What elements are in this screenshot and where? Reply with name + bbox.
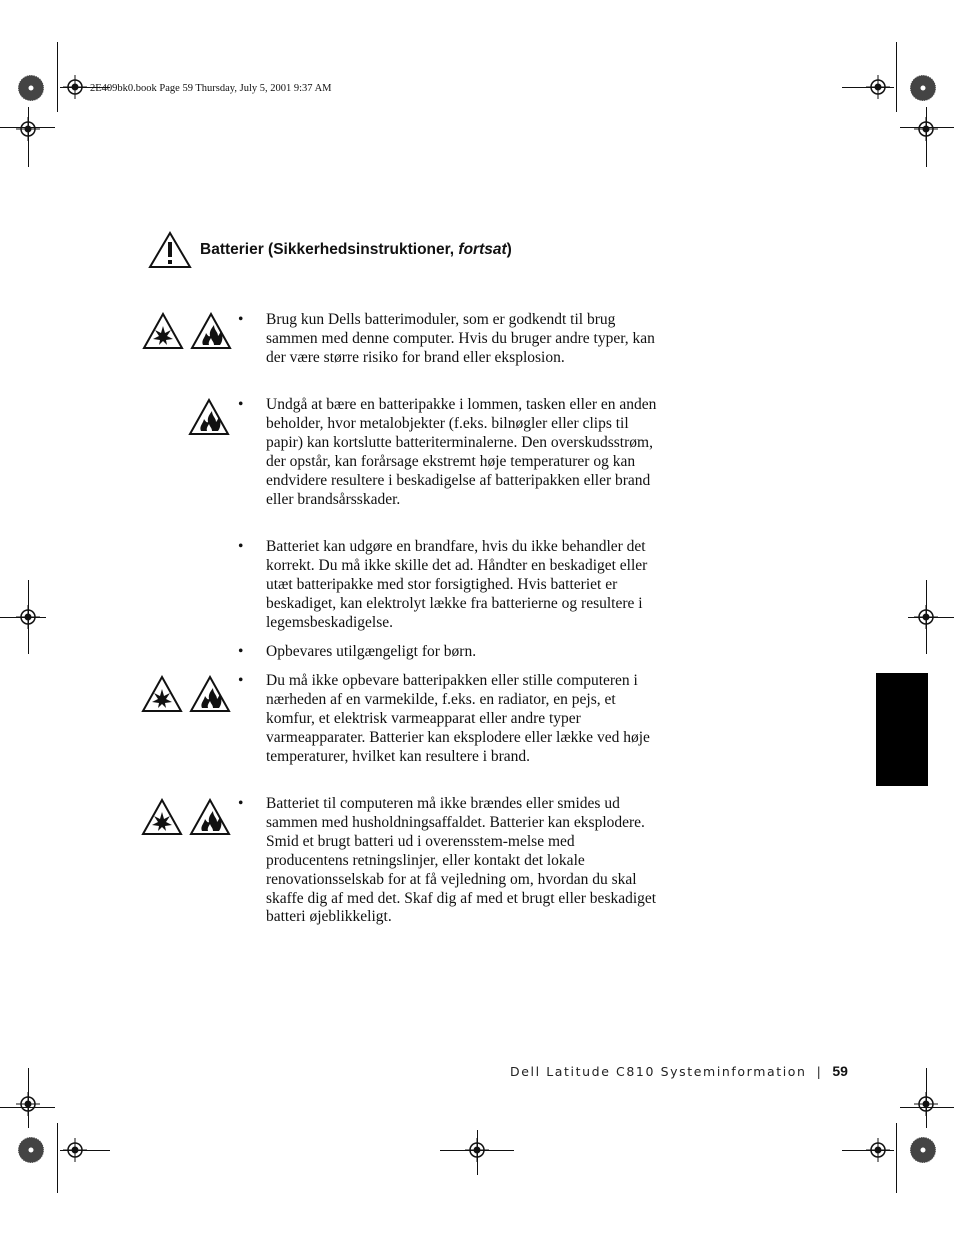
registration-mark-icon — [63, 75, 87, 99]
hazard-icons-item-1 — [142, 312, 232, 350]
bullet: • — [238, 538, 244, 555]
section-title: Batterier (Sikkerhedsinstruktioner, fortsat) — [200, 241, 512, 258]
crop-mark — [896, 42, 897, 112]
list-item-text: Batteriet til computeren må ikke brændes eller smides ud sammen med husholdningsaffaldet. Batterier kan eksplodere. Smid et brugt batteri ud i overensstem-melse med producentens retningslinjer, eller kontakt det lokale renovationsselskab for at få vejledning om, hvordan du skal skaffe dig af med det. Skaf dig af med et brugt eller beskadiget batteri øjeblikkeligt. — [266, 795, 657, 926]
book-info-line: 2E409bk0.book Page 59 Thursday, July 5, 2001 9:37 AM — [90, 83, 332, 94]
list-item — [238, 396, 661, 509]
crop-mark — [57, 42, 58, 112]
list-item — [238, 795, 661, 927]
bullet: • — [238, 643, 244, 660]
crop-mark — [57, 1123, 58, 1193]
warning-triangle-icon — [148, 231, 192, 269]
chapter-thumb-tab — [876, 673, 928, 786]
list-item-text: Undgå at bære en batteripakke i lommen, tasken eller en anden beholder, hvor metalobjekter (f.eks. bilnøgler eller clips til papir) kan kortslutte batteriterminalerne. Den overskudsstrøm, der opstår, kan forårsage ekstremt høje temperaturer og kan endvidere resultere i beskadigelse af batteripakken eller brand eller brandsårsskader. — [266, 396, 657, 508]
fire-hazard-icon — [189, 798, 231, 836]
bullet: • — [238, 795, 244, 812]
bullet: • — [238, 396, 244, 413]
footer-product: Dell Latitude C810 Systeminformation — [510, 1064, 807, 1079]
color-rosette-icon — [17, 74, 45, 102]
page-footer — [510, 1063, 848, 1079]
color-rosette-icon — [17, 1136, 45, 1164]
section-heading — [148, 231, 512, 269]
registration-mark-icon — [866, 1138, 890, 1162]
list-item-text: Batteriet kan udgøre en brandfare, hvis du ikke behandler det korrekt. Du må ikke skille det ad. Håndter en beskadiget eller utæt batteripakke med stor forsigtighed. Hvis batteriet er beskadiget, kan elektrolyt lække fra batterierne og resultere i legemsbeskadigelse. — [266, 538, 648, 631]
list-item-text: Opbevares utilgængeligt for børn. — [266, 643, 477, 660]
list-item — [238, 643, 661, 662]
list-item — [238, 311, 661, 368]
fire-hazard-icon — [188, 398, 230, 436]
color-rosette-icon — [909, 74, 937, 102]
registration-mark-icon — [866, 75, 890, 99]
registration-mark-icon — [914, 605, 938, 629]
list-item-text: Du må ikke opbevare batteripakken eller stille computeren i nærheden af en varmekilde, f.eks. en radiator, en pejs, et komfur, et elektrisk varmeapparat eller andre typer varmeapparater. Batterier kan eksplodere eller lække ved høje temperaturer, hvilket kan resultere i brand. — [266, 672, 650, 765]
list-item — [238, 672, 661, 767]
explosion-hazard-icon — [142, 312, 184, 350]
fire-hazard-icon — [189, 675, 231, 713]
hazard-icons-item-6 — [141, 798, 231, 836]
explosion-hazard-icon — [141, 675, 183, 713]
list-item — [238, 538, 661, 633]
registration-mark-icon — [63, 1138, 87, 1162]
registration-mark-icon — [465, 1138, 489, 1162]
registration-mark-icon — [16, 1092, 40, 1116]
hazard-icons-item-5 — [141, 675, 231, 713]
list-item-text: Brug kun Dells batterimoduler, som er godkendt til brug sammen med denne computer. Hvis du bruger andre typer, kan der være større risiko for brand eller eksplosion. — [266, 311, 655, 366]
footer-separator: | — [816, 1064, 823, 1079]
page-number: 59 — [832, 1063, 848, 1079]
bullet: • — [238, 672, 244, 689]
explosion-hazard-icon — [141, 798, 183, 836]
color-rosette-icon — [909, 1136, 937, 1164]
fire-hazard-icon — [190, 312, 232, 350]
bullet: • — [238, 311, 244, 328]
hazard-icons-item-2 — [188, 398, 230, 436]
registration-mark-icon — [16, 605, 40, 629]
section-title-italic: fortsat — [458, 241, 507, 258]
registration-mark-icon — [16, 117, 40, 141]
registration-mark-icon — [914, 1092, 938, 1116]
crop-mark — [896, 1123, 897, 1193]
registration-mark-icon — [914, 117, 938, 141]
